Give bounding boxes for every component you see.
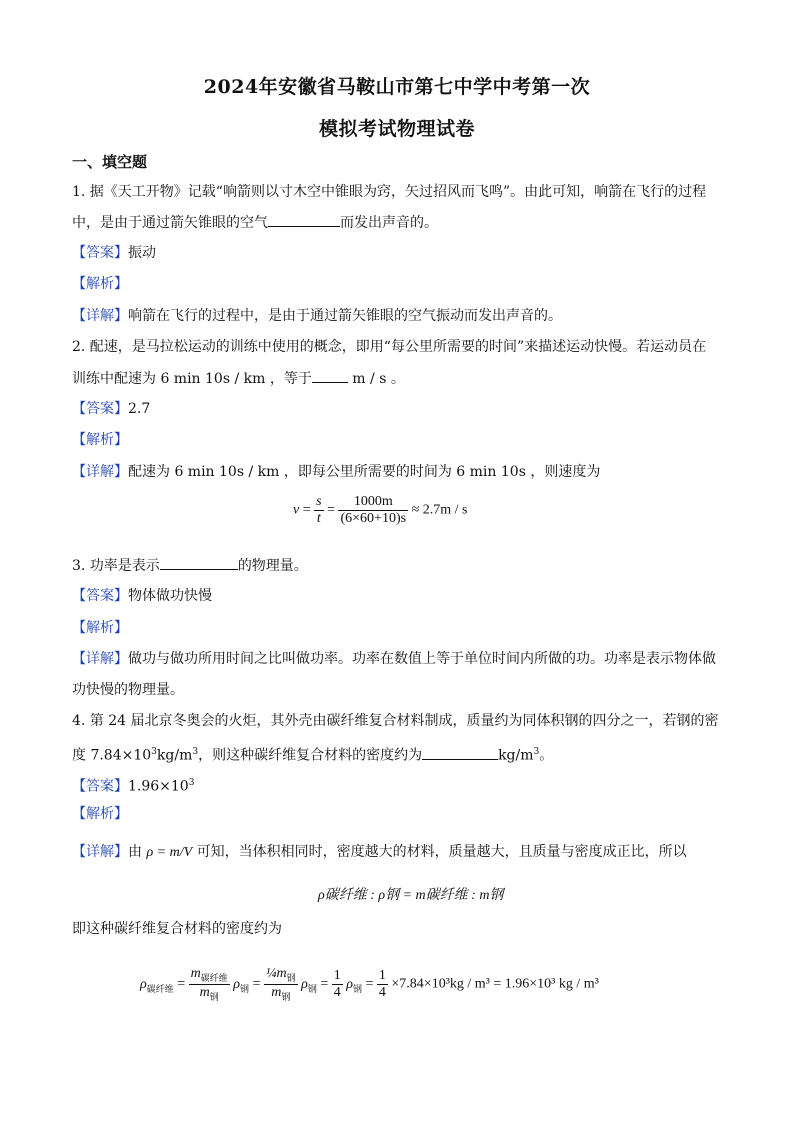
fraction-denominator: t: [316, 511, 321, 526]
answer-tag: 【答案】: [72, 245, 128, 261]
q1-detail: [72, 306, 562, 326]
q2-analysis-tag: 【解析】: [72, 432, 128, 448]
formula-fraction: [332, 968, 343, 1001]
answer-tag: 【答案】: [72, 401, 128, 417]
fraction-numerator: 1: [378, 968, 386, 983]
q4-text-line1: 4. 第 24 届北京冬奥会的火炬，其外壳由碳纤维复合材料制成，质量约为同体积钢的四分之一，若钢的密: [72, 713, 719, 729]
superscript: 3: [533, 747, 540, 757]
formula-fraction: [314, 494, 323, 527]
q3-detail-line2: 功快慢的物理量。: [72, 682, 184, 698]
formula-operator: =: [302, 502, 311, 518]
q1-text-part: 而发出声音的。: [340, 215, 438, 231]
q1-analysis-tag: 【解析】: [72, 276, 128, 292]
formula-operator: =: [252, 976, 261, 992]
q4-detail: [72, 842, 687, 863]
formula-fraction: [338, 494, 408, 527]
q2-answer-blank: [312, 368, 348, 383]
formula-symbol: $\rho_钢$: [301, 976, 317, 994]
answer-text: 物体做功快慢: [128, 588, 212, 604]
q1-text-part: 中，是由于通过箭矢锥眼的空气: [72, 215, 268, 231]
superscript: 3: [151, 747, 157, 757]
fraction-denominator: $m_钢$: [199, 985, 219, 1002]
q4-text-part: 度 7.84×10: [72, 747, 152, 764]
q4-ratio-formula: ρ碳纤维 : ρ钢 = m碳纤维 : m钢: [318, 888, 504, 903]
formula-operator: =: [365, 976, 374, 992]
fraction-numerator: 1: [333, 968, 341, 983]
formula-fraction: [189, 966, 230, 1003]
formula-symbol: $\rho_{碳纤维}$: [140, 976, 174, 994]
q3-answer-blank: [160, 555, 238, 570]
fraction-denominator: (6×60+10)s: [340, 511, 407, 526]
q1-answer-blank: [268, 212, 340, 227]
q1-text-line1: 1. 据《天工开物》记载“响箭则以寸木空中锥眼为窍，矢过招风而飞鸣”。由此可知，响箭在飞行的过程: [72, 184, 707, 200]
q3-text-part: 的物理量。: [237, 558, 308, 574]
detail-tag: 【详解】: [72, 308, 128, 324]
fraction-numerator: s: [316, 494, 322, 509]
section-heading: 一、填空题: [72, 153, 148, 171]
exam-title-line2: 模拟考试物理试卷: [318, 118, 475, 140]
q2-answer: [72, 399, 150, 419]
answer-text: 2.7: [128, 401, 151, 417]
q3-answer: [72, 586, 212, 606]
q1-text-line2: [72, 212, 438, 233]
q2-text-line2: [72, 368, 405, 389]
fraction-denominator: $m_钢$: [271, 985, 291, 1002]
q4-text-part: ，则这种碳纤维复合材料的密度约为: [198, 747, 423, 764]
q4-answer-blank: [422, 745, 498, 760]
density-formula: ρ = m/V: [146, 845, 193, 860]
answer-text: 振动: [128, 245, 156, 261]
fraction-denominator: 4: [378, 985, 386, 1000]
q4-text-part: kg/m: [498, 747, 534, 764]
formula-fraction: [264, 966, 298, 1003]
fraction-denominator: 4: [333, 985, 341, 1000]
answer-text: 1.96×10: [128, 778, 189, 795]
superscript: 3: [192, 747, 199, 757]
exam-title-line1: 2024年安徽省马鞍山市第七中学中考第一次: [203, 76, 591, 98]
formula-symbol: $\rho_钢$: [346, 976, 362, 994]
answer-tag: 【答案】: [72, 588, 128, 604]
detail-text: 做功与做功所用时间之比叫做功率。功率在数值上等于单位时间内所做的功。功率是表示物体做: [128, 651, 716, 667]
formula-fraction: [377, 968, 388, 1001]
formula-operator: =: [327, 502, 335, 518]
q4-analysis-tag: 【解析】: [72, 806, 128, 822]
q3-text: [72, 555, 308, 576]
formula-operator: =: [320, 976, 329, 992]
formula-operator: =: [177, 976, 186, 992]
q1-answer: [72, 243, 156, 263]
fraction-numerator: $\frac{1}{4}m_钢$: [265, 966, 296, 983]
q2-detail: [72, 462, 600, 482]
formula-result: ×7.84×10³kg / m³ = 1.96×10³ kg / m³: [391, 976, 599, 992]
q3-analysis-tag: 【解析】: [72, 620, 128, 636]
detail-text: 配速为 6 min 10s / km ，即每公里所需要的时间为 6 min 10s ，则速度为: [128, 464, 601, 480]
q2-text-line1: 2. 配速，是马拉松运动的训练中使用的概念，即用“每公里所需要的时间”来描述运动快慢。若运动员在: [72, 339, 707, 355]
detail-tag: 【详解】: [72, 651, 128, 667]
superscript: 3: [188, 778, 195, 788]
detail-text: 响箭在飞行的过程中，是由于通过箭矢锥眼的空气振动而发出声音的。: [128, 308, 562, 324]
q2-text-part: 训练中配速为 6 min 10s / km ，等于: [72, 371, 312, 387]
formula-symbol: v: [293, 502, 300, 518]
fraction-numerator: 1000m: [338, 494, 408, 511]
detail-text: 由: [128, 844, 142, 860]
q2-speed-formula: [293, 494, 467, 527]
detail-tag: 【详解】: [72, 844, 128, 860]
q4-text-line2: [72, 742, 553, 766]
q4-answer: [72, 773, 194, 797]
formula-result: ≈ 2.7m / s: [411, 502, 468, 518]
q4-density-intro: 即这种碳纤维复合材料的密度约为: [72, 921, 282, 937]
q4-density-formula: [140, 966, 599, 1003]
detail-text: 可知，当体积相同时，密度越大的材料，质量越大，且质量与密度成正比，所以: [196, 844, 687, 860]
fraction-numerator: $m_{碳纤维}$: [190, 966, 228, 983]
answer-tag: 【答案】: [72, 778, 128, 795]
q3-detail-line1: [72, 649, 716, 669]
q4-text-part: kg/m: [156, 747, 193, 764]
q3-text-part: 3. 功率是表示: [72, 558, 160, 574]
q4-text-part: 。: [539, 747, 554, 764]
q2-text-part: m / s 。: [347, 371, 405, 387]
detail-tag: 【详解】: [72, 464, 128, 480]
formula-symbol: $\rho_钢$: [233, 976, 250, 994]
